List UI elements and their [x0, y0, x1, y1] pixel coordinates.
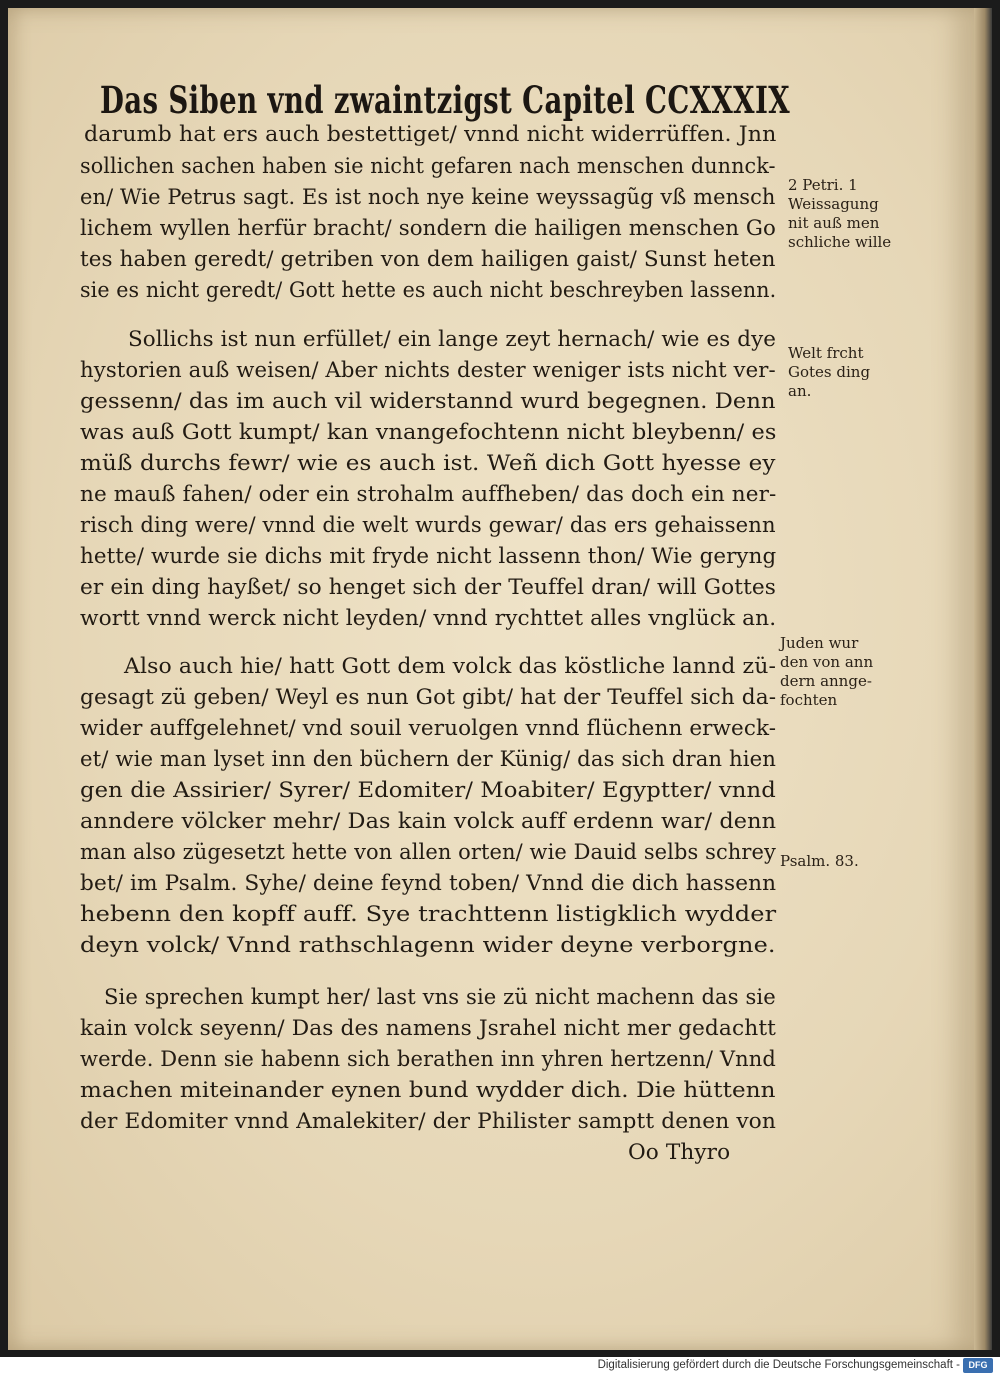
text-line: gessenn/ das im auch vil widerstannd wurd begegnen. Denn [80, 389, 776, 414]
margin-note [788, 344, 870, 401]
text-line: bet/ im Psalm. Syhe/ deine feynd toben/ Vnnd die dich hassenn [80, 871, 777, 896]
text-line: anndere völcker mehr/ Das kain volck auff erdenn war/ denn [80, 809, 777, 834]
catchword: Oo Thyro [628, 1140, 731, 1165]
text-line: der Edomiter vnnd Amalekiter/ der Philister samptt denen von [80, 1109, 776, 1134]
text-line: sollichen sachen haben sie nicht gefaren nach menschen dunnck- [80, 154, 776, 179]
margin-note-line: fochten [780, 691, 838, 709]
margin-note-line: Weissagung [788, 195, 879, 213]
text-line: gesagt zü geben/ Weyl es nun Got gibt/ hat der Teuffel sich da- [80, 685, 777, 710]
text-line: hebenn den kopff auff. Sye trachttenn listigklich wydder [80, 902, 777, 927]
margin-note-line: Juden wur [780, 634, 859, 652]
text-line: en/ Wie Petrus sagt. Es ist noch nye keine weyssagũg vß mensch [80, 185, 776, 210]
text-line: kain volck seyenn/ Das des namens Jsrahel nicht mer gedachtt [80, 1016, 776, 1041]
margin-note-line: den von ann [780, 653, 874, 671]
text-line: werde. Denn sie habenn sich berathen inn yhren hertzenn/ Vnnd [80, 1047, 776, 1072]
margin-note [780, 852, 859, 871]
text-line: was auß Gott kumpt/ kan vnangefochtenn nicht bleybenn/ es [80, 420, 777, 445]
text-line: et/ wie man lyset inn den büchern der Künig/ das sich dran hien [80, 747, 777, 772]
text-line: wortt vnnd werck nicht leyden/ vnnd rychttet alles vnglück an. [80, 606, 777, 631]
margin-note-line: Gotes ding [788, 363, 871, 381]
text-line: wider auffgelehnet/ vnd souil veruolgen vnnd flüchenn erweck- [80, 716, 777, 741]
text-line: darumb hat ers auch bestettiget/ vnnd nicht widerrüffen. Jnn [84, 122, 777, 147]
margin-note [780, 634, 873, 710]
text-line: risch ding were/ vnnd die welt wurds gewar/ das ers gehaissenn [80, 513, 776, 538]
dfg-logo: DFG [963, 1358, 993, 1373]
margin-note-line: Welt frcht [788, 344, 864, 362]
text-line: sie es nicht geredt/ Gott hette es auch nicht beschreyben lassenn. [80, 278, 777, 303]
text-line: ne mauß fahen/ oder ein strohalm auffheben/ das doch ein ner- [80, 482, 777, 507]
margin-note-line: schliche wille [788, 233, 892, 251]
text-line: machen miteinander eynen bund wydder dich. Die hüttenn [80, 1078, 776, 1103]
text-line: tes haben geredt/ getriben von dem hailigen gaist/ Sunst heten [80, 247, 776, 272]
text-line: Sollichs ist nun erfüllet/ ein lange zeyt hernach/ wie es dye [128, 327, 777, 352]
margin-note-line: 2 Petri. 1 [788, 176, 858, 194]
text-line: hette/ wurde sie dichs mit fryde nicht lassenn thon/ Wie geryng [80, 544, 777, 569]
text-line: deyn volck/ Vnnd rathschlagenn wider deyne verborgne. [80, 933, 776, 958]
margin-note-line: an. [788, 382, 812, 400]
chapter-heading: Das Siben vnd zwaintzigst Capitel CCXXXIX [100, 78, 790, 122]
margin-note-line: Psalm. 83. [780, 852, 859, 870]
text-line: lichem wyllen herfür bracht/ sondern die hailigen menschen Go [80, 216, 776, 241]
text-line: Also auch hie/ hatt Gott dem volck das köstliche lannd zü- [124, 654, 776, 679]
margin-note [788, 176, 891, 252]
margin-note-line: dern annge- [780, 672, 872, 690]
text-line: hystorien auß weisen/ Aber nichts dester weniger ists nicht ver- [80, 358, 776, 383]
text-line: Sie sprechen kumpt her/ last vns sie zü nicht machenn das sie [104, 985, 776, 1010]
text-line: man also zügesetzt hette von allen orten/ wie Dauid selbs schrey [80, 840, 776, 865]
text-line: gen die Assirier/ Syrer/ Edomiter/ Moabiter/ Egyptter/ vnnd [80, 778, 776, 803]
text-line: müß durchs fewr/ wie es auch ist. Weñ dich Gott hyesse ey [80, 451, 776, 476]
margin-note-line: nit auß men [788, 214, 880, 232]
footer-credit: Digitalisierung gefördert durch die Deutsche Forschungsgemeinschaft - [597, 1359, 960, 1371]
page-edge [974, 8, 992, 1350]
text-line: er ein ding hayßet/ so henget sich der Teuffel dran/ will Gottes [80, 575, 777, 600]
